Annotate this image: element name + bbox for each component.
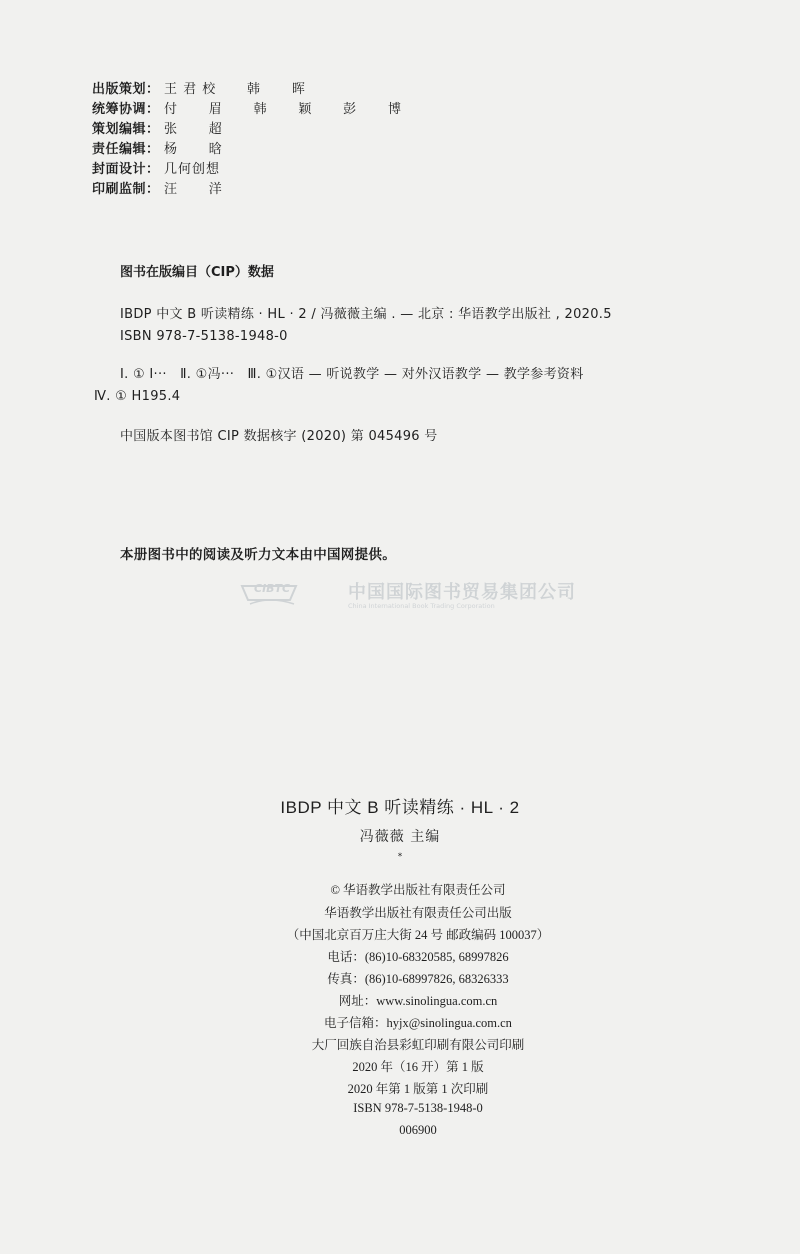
cibtc-logo: [240, 576, 576, 616]
credit-row: [92, 80, 402, 100]
colophon-website: 网址：www.sinolingua.com.cn: [338, 994, 498, 1008]
cip-isbn: ISBN 978-7-5138-1948-0: [120, 329, 288, 344]
credit-label: 策划编辑：: [92, 122, 160, 137]
credit-row: [92, 160, 402, 180]
cip-classification: Ⅰ. ① I··· Ⅱ. ①冯··· Ⅲ. ①汉语 — 听说教学 — 对外汉语教学 — 教学参考资料: [120, 367, 584, 382]
credit-row: [92, 100, 402, 120]
credit-row: [92, 180, 402, 200]
colophon-copyright: © 华语教学出版社有限责任公司: [330, 883, 506, 897]
cibtc-name-en: China International Book Trading Corporation: [348, 602, 495, 610]
colophon-title: IBDP 中文 B 听读精练 · HL · 2: [280, 798, 520, 817]
colophon-email: 电子信箱：hyjx@sinolingua.com.cn: [324, 1016, 512, 1030]
colophon-editor: 冯薇薇 主编: [359, 829, 441, 845]
colophon-phone: 电话：(86)10-68320585, 68997826: [327, 950, 509, 964]
cip-citation: IBDP 中文 B 听读精练 · HL · 2 / 冯薇薇主编 . — 北京 : 华语教学出版社 , 2020.5: [120, 307, 612, 322]
credit-label: 印刷监制：: [92, 182, 160, 197]
credit-value: 几何创想: [164, 162, 221, 177]
colophon-separator: *: [397, 852, 403, 862]
cibtc-name-cn: 中国国际图书贸易集团公司: [348, 582, 576, 603]
cip-classification-cont: Ⅳ. ① H195.4: [94, 389, 181, 404]
credit-label: 统筹协调：: [92, 102, 160, 117]
cip-title: 图书在版编目（CIP）数据: [120, 265, 274, 280]
colophon-printer: 大厂回族自治县彩虹印刷有限公司印刷: [311, 1038, 525, 1052]
source-statement: 本册图书中的阅读及听力文本由中国网提供。: [120, 547, 396, 563]
colophon-publisher: 华语教学出版社有限责任公司出版: [324, 906, 512, 920]
colophon-code: 006900: [399, 1123, 437, 1137]
colophon-edition: 2020 年（16 开）第 1 版: [352, 1060, 484, 1074]
credit-value: 汪 洋: [164, 182, 223, 197]
credit-row: [92, 120, 402, 140]
credit-label: 封面设计：: [92, 162, 160, 177]
colophon-printing: 2020 年第 1 版第 1 次印刷: [347, 1082, 489, 1096]
credit-value: 张 超: [164, 122, 223, 137]
colophon-isbn: ISBN 978-7-5138-1948-0: [353, 1101, 483, 1115]
credit-row: [92, 140, 402, 160]
credits-block: [92, 80, 402, 200]
credit-value: 付 眉 韩 颖 彭 博: [164, 102, 402, 117]
cip-record-number: 中国版本图书馆 CIP 数据核字 (2020) 第 045496 号: [120, 429, 438, 444]
colophon-address: （中国北京百万庄大街 24 号 邮政编码 100037）: [286, 928, 550, 942]
credit-value: 杨 晗: [164, 142, 223, 157]
colophon-fax: 传真：(86)10-68997826, 68326333: [327, 972, 509, 986]
cibtc-mark: CIBTC: [254, 582, 291, 595]
credit-value: 王 君 校 韩 晖: [164, 82, 306, 97]
credit-label: 责任编辑：: [92, 142, 160, 157]
credit-label: 出版策划：: [92, 82, 160, 97]
